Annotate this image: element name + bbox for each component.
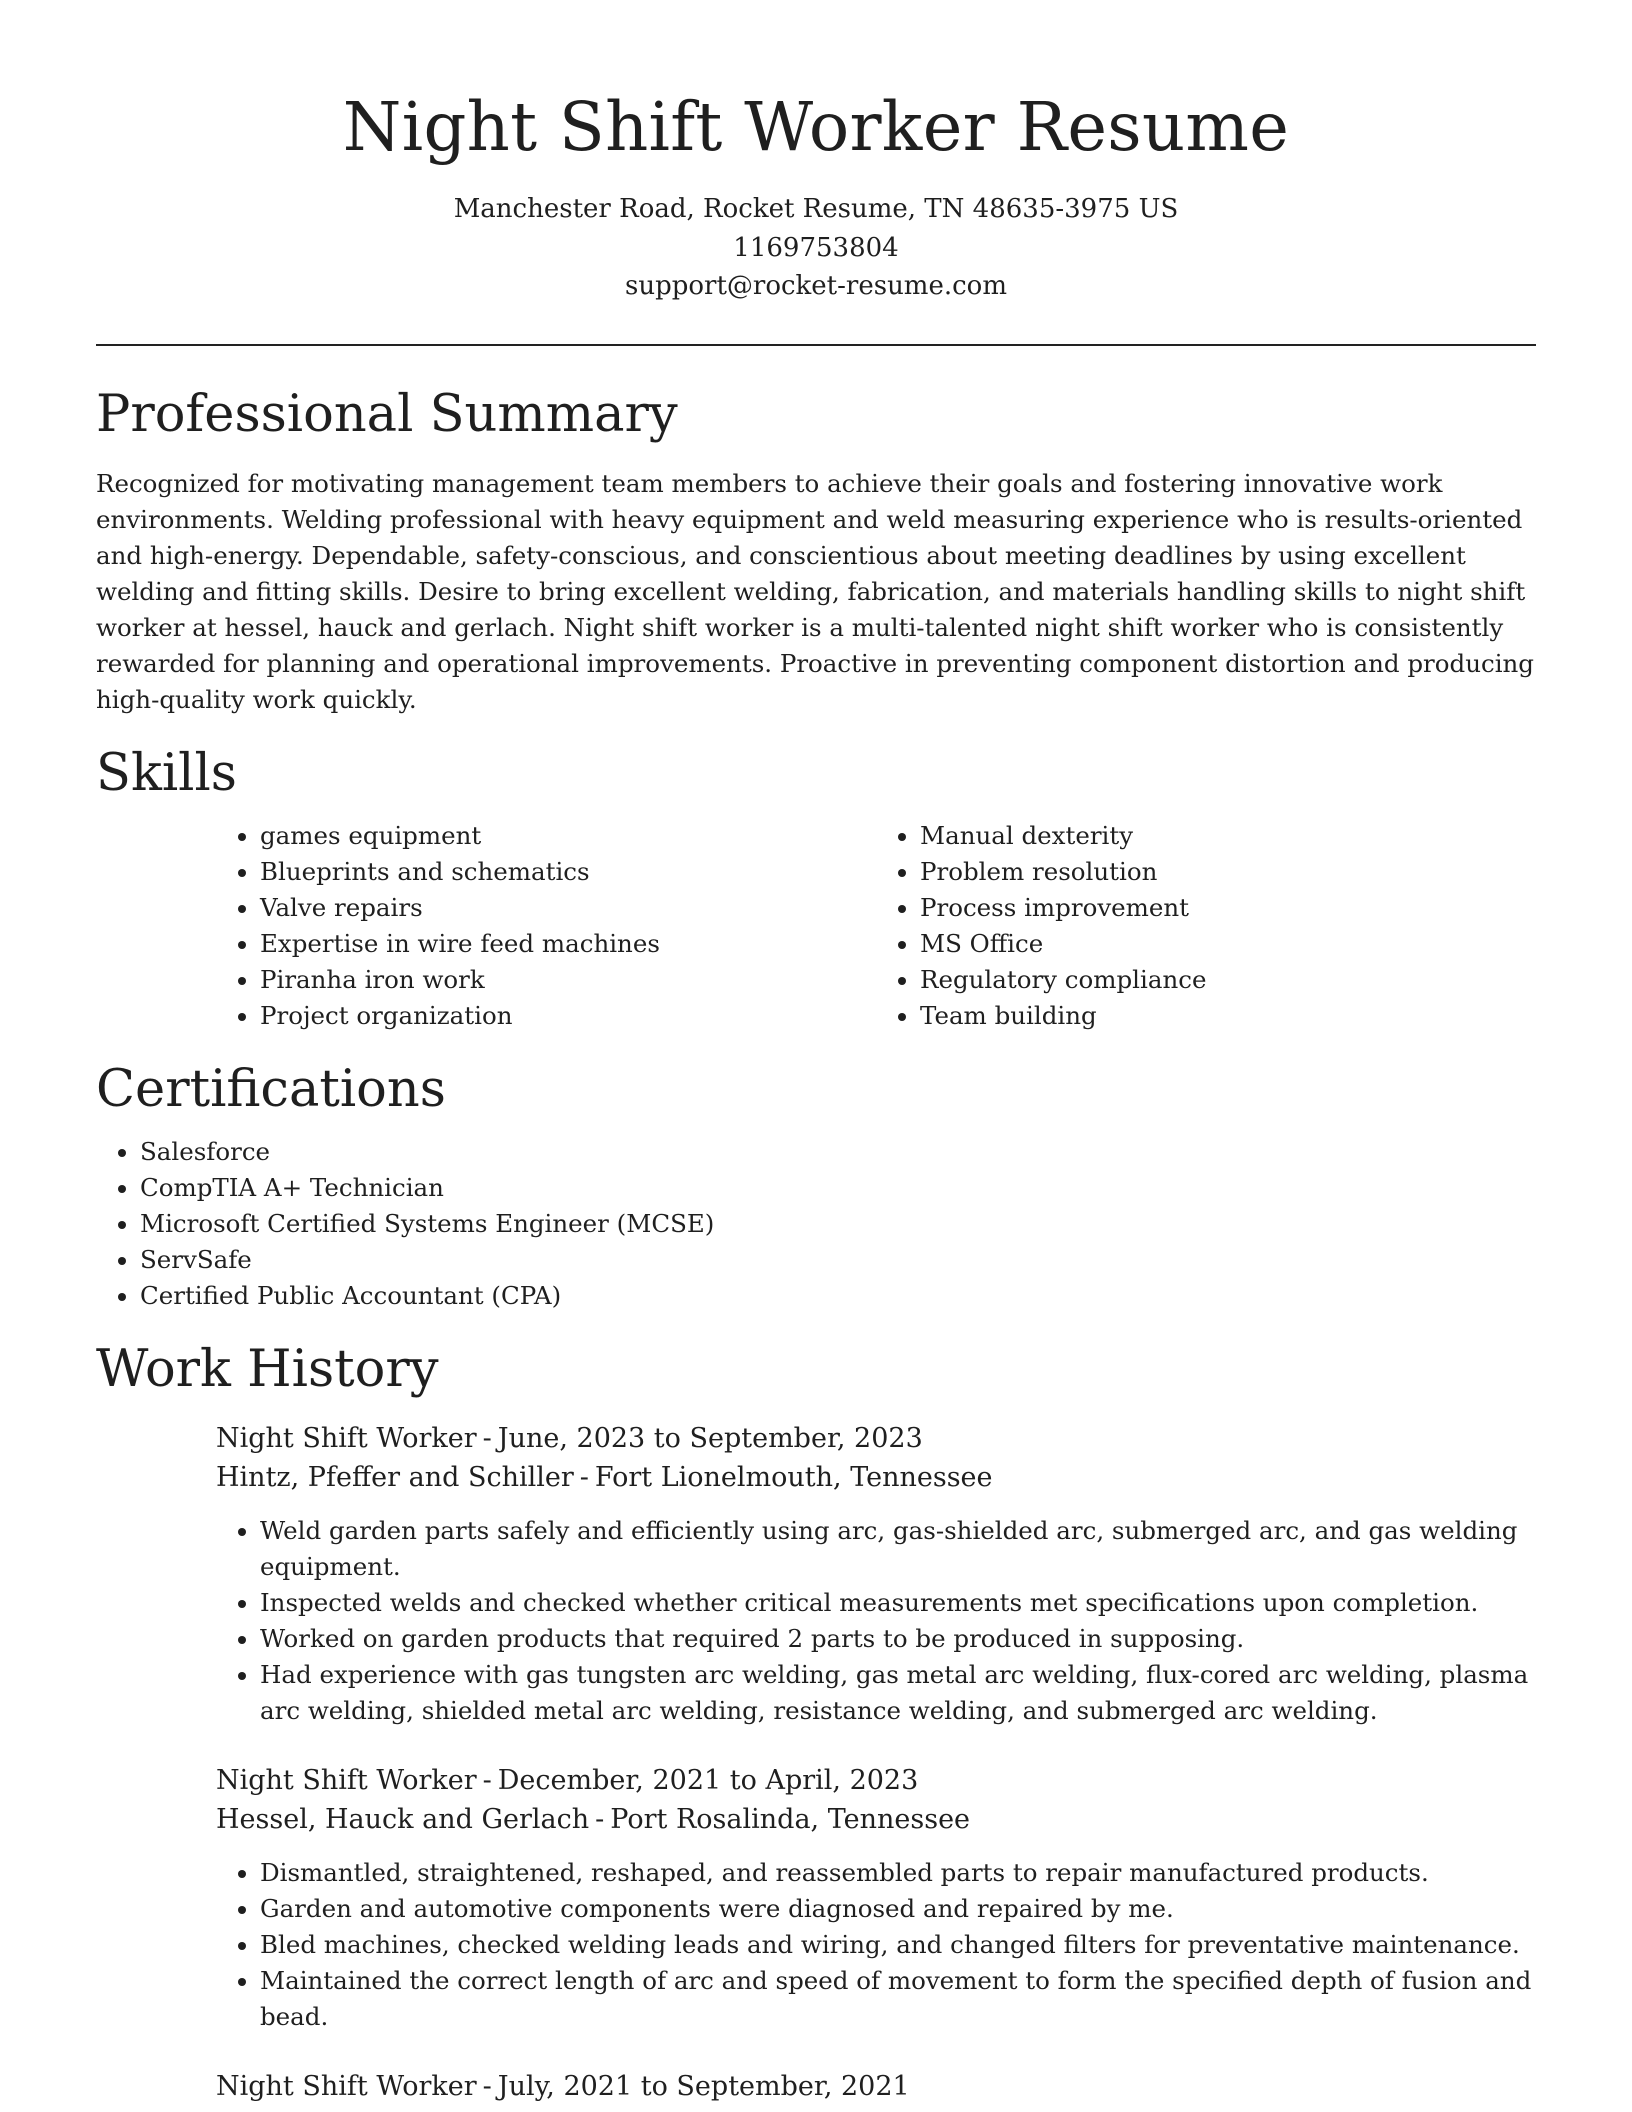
skills-list-left — [216, 818, 876, 1034]
contact-block — [96, 190, 1536, 306]
job-title-line — [216, 2067, 1536, 2106]
resume-header — [96, 0, 1536, 306]
job-entry — [216, 1761, 1536, 2035]
certifications-heading: Certifications — [96, 1059, 446, 1119]
certification-item: • Microsoft Certified Systems Engineer (MCSE) — [140, 1206, 1536, 1242]
job-bullet: • Bled machines, checked welding leads and wiring, and changed filters for preventative maintenance. — [260, 1927, 1536, 1963]
skill-item: • Project organization — [260, 998, 876, 1034]
job-bullet: • Weld garden parts safely and efficiently using arc, gas-shielded arc, submerged arc, and gas welding equipment. — [260, 1513, 1536, 1585]
skill-item: • Process improvement — [920, 890, 1536, 926]
skills-list-right — [876, 818, 1536, 1034]
job-bullet: • Dismantled, straightened, reshaped, and reassembled parts to repair manufactured products. — [260, 1855, 1536, 1891]
resume-title: Night Shift Worker Resume — [342, 88, 1290, 166]
skill-item: • MS Office — [920, 926, 1536, 962]
skill-item: • Regulatory compliance — [920, 962, 1536, 998]
job-separator: - — [595, 1803, 605, 1835]
summary-section — [96, 384, 1536, 718]
job-bullet: • Worked on garden products that required 2 parts to be produced in supposing. — [260, 1621, 1536, 1657]
job-dates: December, 2021 to April, 2023 — [497, 1764, 919, 1796]
job-location: Port Rosalinda, Tennessee — [610, 1803, 971, 1835]
certification-item: • CompTIA A+ Technician — [140, 1170, 1536, 1206]
certification-item: • ServSafe — [140, 1242, 1536, 1278]
summary-text: Recognized for motivating management team members to achieve their goals and fostering innovative work environments. Welding professional with heavy equipment and weld measuring experience who is results-oriented and high-energy. Dependable, safety-conscious, and conscientious about meeting deadlines by using excellent welding and fitting skills. Desire to bring excellent welding, fabrication, and materials handling skills to night shift worker at hessel, hauck and gerlach. Night shift worker is a multi-talented night shift worker who is consistently rewarded for planning and operational improvements. Proactive in preventing component distortion and producing high-quality work quickly. — [96, 468, 1534, 714]
job-title: Night Shift Worker — [216, 1422, 477, 1454]
job-bullet: • Garden and automotive components were diagnosed and repaired by me. — [260, 1891, 1536, 1927]
skills-heading: Skills — [96, 743, 237, 803]
skill-item: • Blueprints and schematics — [260, 854, 876, 890]
job-location: Fort Lionelmouth, Tennessee — [594, 1461, 993, 1493]
job-title-line — [216, 1761, 1536, 1800]
job-bullet: • Had experience with gas tungsten arc welding, gas metal arc welding, flux-cored arc welding, plasma arc welding, shielded metal arc welding, resistance welding, and submerged arc welding. — [260, 1657, 1536, 1729]
skill-item: • Manual dexterity — [920, 818, 1536, 854]
job-company: Hessel, Hauck and Gerlach — [216, 1803, 590, 1835]
skill-item: • Problem resolution — [920, 854, 1536, 890]
job-bullets — [216, 1855, 1536, 2035]
skill-item: • Piranha iron work — [260, 962, 876, 998]
resume-page — [96, 0, 1536, 2106]
job-entry — [216, 2067, 1536, 2106]
skills-section — [96, 743, 1536, 1034]
job-separator: - — [482, 1764, 492, 1796]
job-separator: - — [482, 2070, 492, 2102]
skill-item: • games equipment — [260, 818, 876, 854]
skills-grid — [216, 818, 1536, 1034]
job-title: Night Shift Worker — [216, 1764, 477, 1796]
job-dates: June, 2023 to September, 2023 — [497, 1422, 923, 1454]
job-company-line — [216, 1458, 1536, 1497]
job-company: Hintz, Pfeffer and Schiller — [216, 1461, 574, 1493]
job-company-line — [216, 1800, 1536, 1839]
job-bullet: • Inspected welds and checked whether critical measurements met specifications upon completion. — [260, 1585, 1536, 1621]
skill-item: • Expertise in wire feed machines — [260, 926, 876, 962]
certification-item: • Salesforce — [140, 1134, 1536, 1170]
contact-email: support@rocket-resume.com — [624, 271, 1007, 301]
contact-address: Manchester Road, Rocket Resume, TN 48635-3975 US — [453, 194, 1179, 224]
job-entry — [216, 1419, 1536, 1729]
job-title-line — [216, 1419, 1536, 1458]
job-bullets — [216, 1513, 1536, 1729]
job-separator: - — [482, 1422, 492, 1454]
job-separator: - — [579, 1461, 589, 1493]
job-title: Night Shift Worker — [216, 2070, 477, 2102]
contact-phone: 1169753804 — [733, 232, 899, 263]
header-divider — [96, 344, 1536, 346]
job-bullet: • Maintained the correct length of arc and speed of movement to form the specified depth of fusion and bead. — [260, 1963, 1536, 2035]
summary-heading: Professional Summary — [96, 384, 678, 444]
certifications-section — [96, 1059, 1536, 1314]
skill-item: • Team building — [920, 998, 1536, 1034]
skill-item: • Valve repairs — [260, 890, 876, 926]
work-history-section — [96, 1339, 1536, 2106]
certifications-list — [96, 1134, 1536, 1314]
work-history-heading: Work History — [96, 1339, 439, 1399]
job-dates: July, 2021 to September, 2021 — [497, 2070, 910, 2102]
certification-item: • Certified Public Accountant (CPA) — [140, 1278, 1536, 1314]
